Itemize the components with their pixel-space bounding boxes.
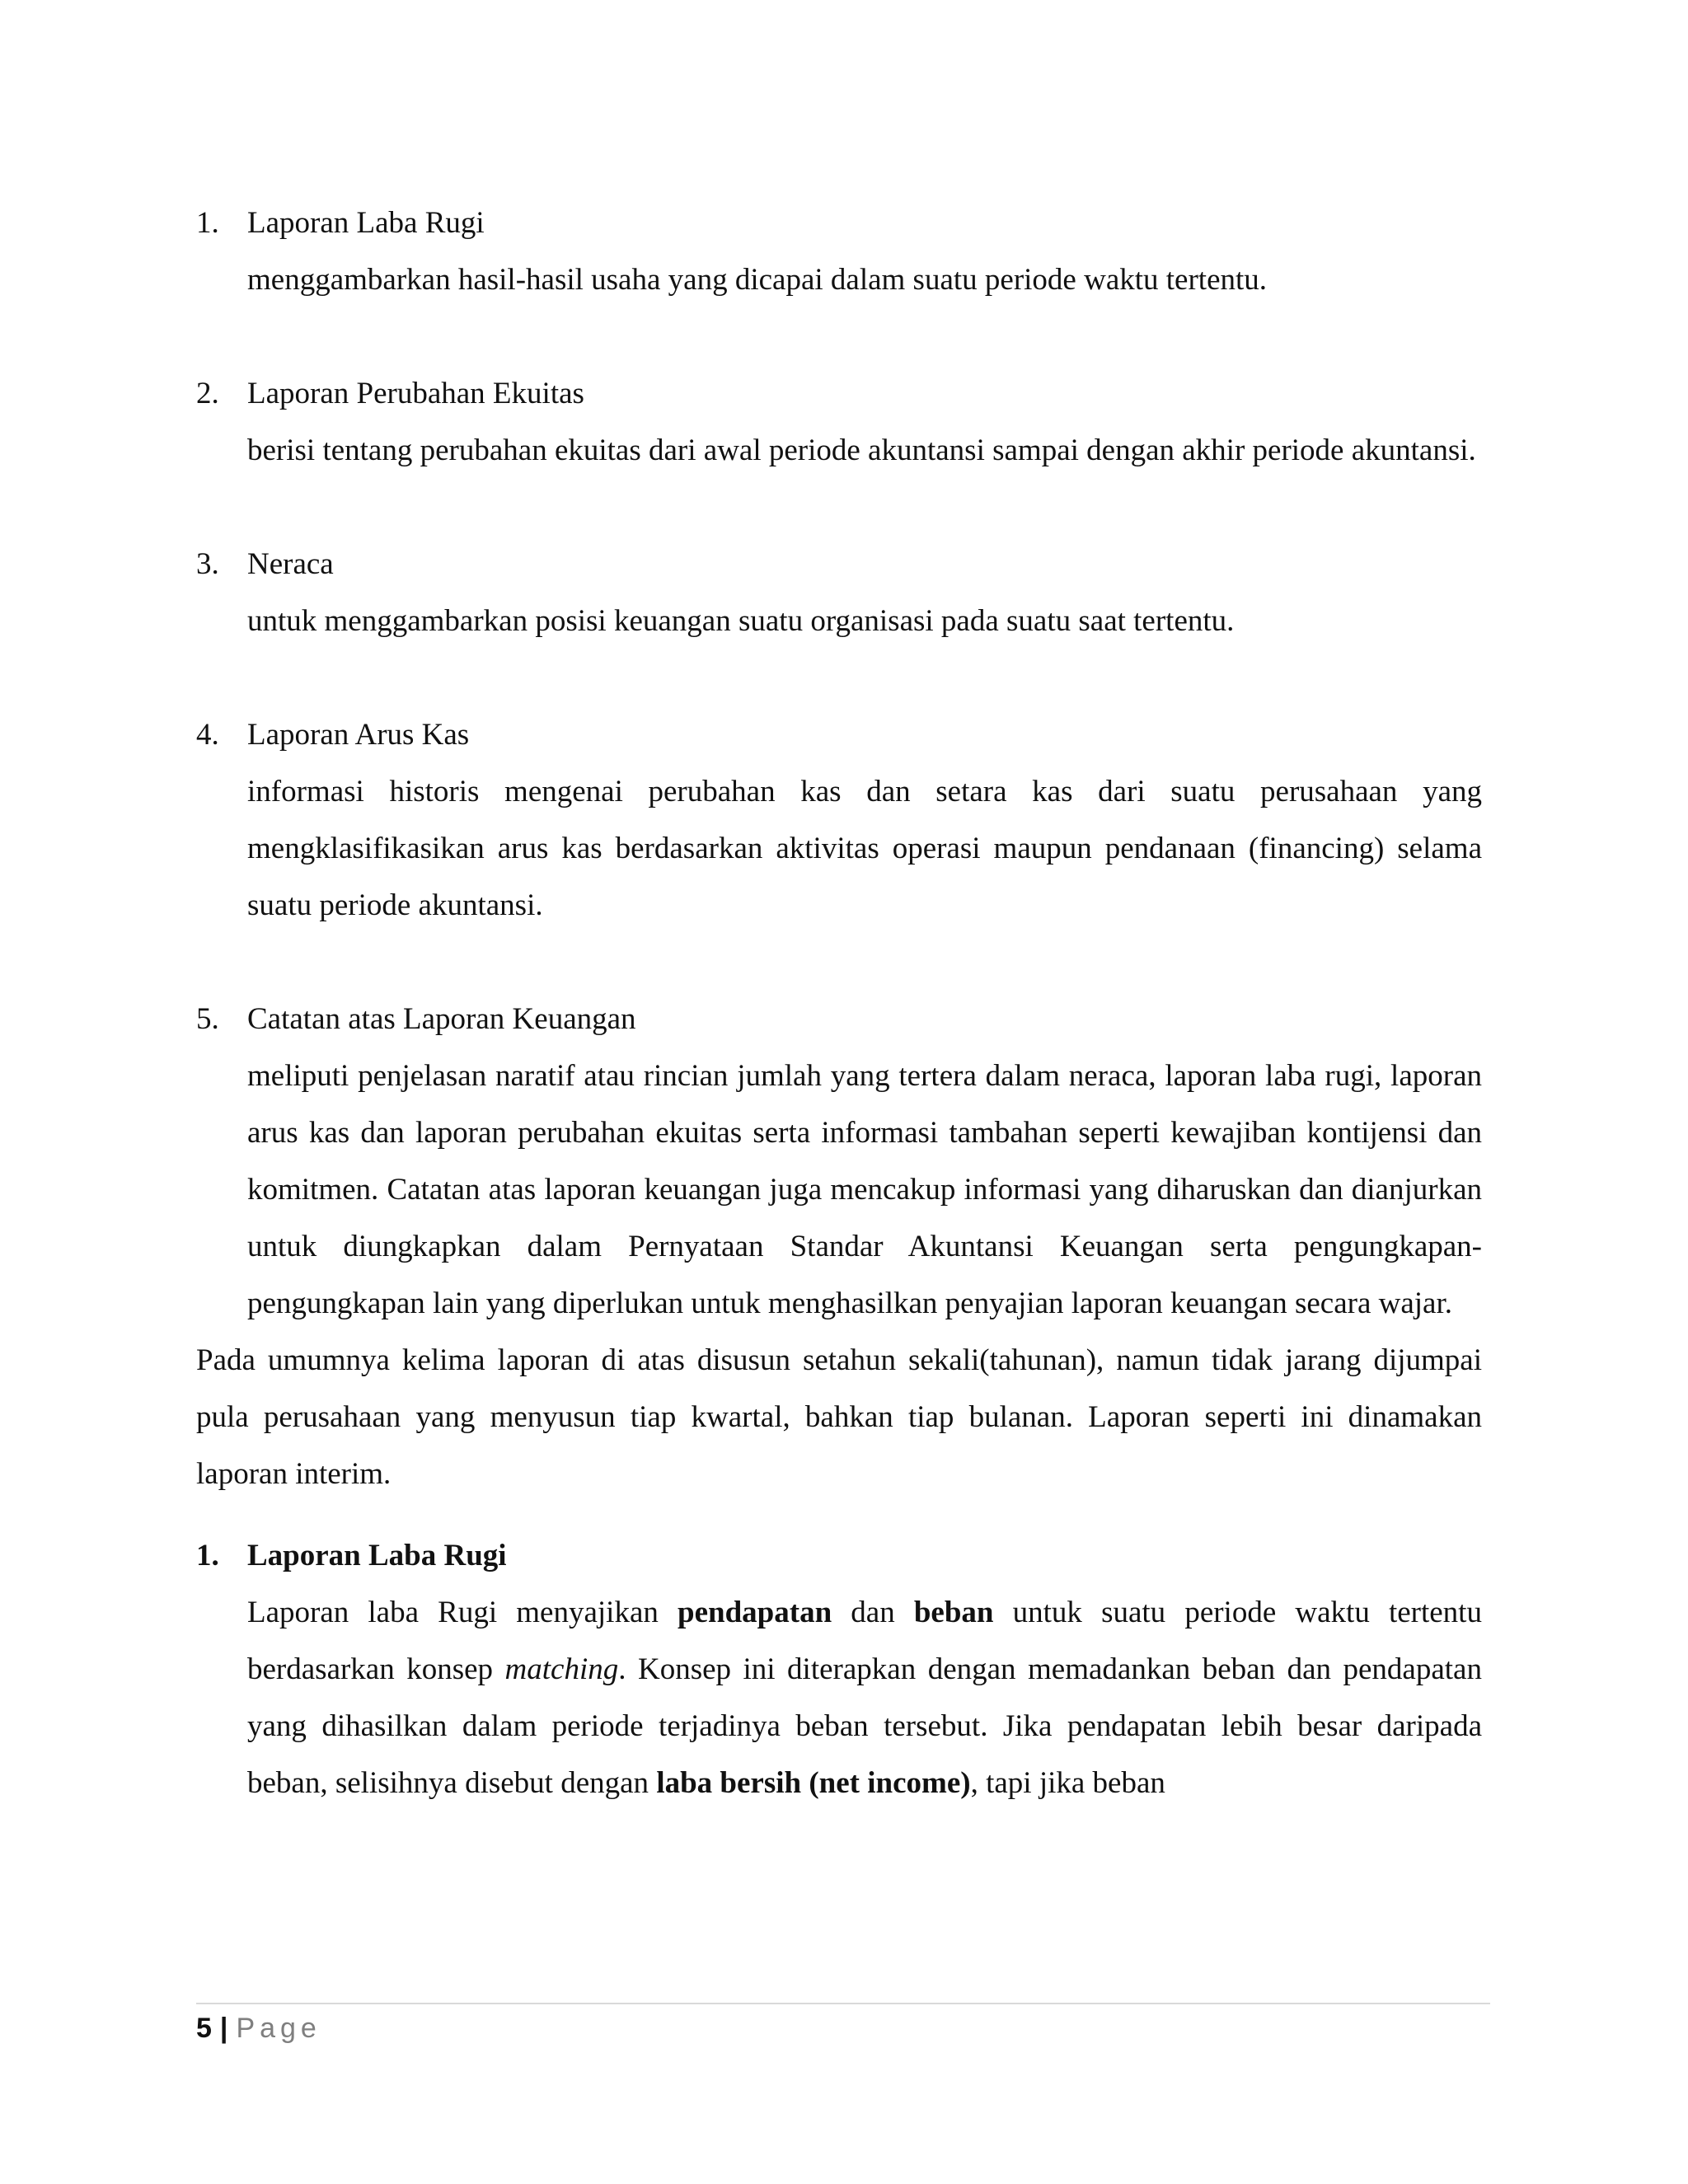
section-body xyxy=(247,1584,1482,1811)
body-text: . Konsep ini diterapkan dengan memadankan beban dan pendapatan yang dihasilkan dalam periode terjadinya beban tersebut. Jika pendapatan lebih besar daripada beban, selisihnya disebut dengan xyxy=(247,1652,1482,1800)
list-number: 2. xyxy=(196,377,219,410)
list-item-4 xyxy=(196,706,1482,934)
list-item-title: Laporan Perubahan Ekuitas xyxy=(247,377,584,410)
list-item-5 xyxy=(196,991,1482,1332)
list-item-2 xyxy=(196,365,1482,479)
page-footer xyxy=(196,2009,321,2047)
section-laba-rugi xyxy=(196,1527,1482,1811)
list-item-title: Neraca xyxy=(247,547,334,581)
term-pendapatan: pendapatan xyxy=(678,1596,832,1629)
list-item-title: Laporan Laba Rugi xyxy=(247,206,485,240)
page-label: Page xyxy=(236,2013,321,2044)
list-number: 1. xyxy=(196,206,219,240)
footer-divider xyxy=(196,2003,1490,2004)
page-content xyxy=(196,194,1482,1811)
list-number: 5. xyxy=(196,1002,219,1036)
list-item-1 xyxy=(196,194,1482,308)
body-text: untuk suatu periode waktu tertentu berdasarkan konsep xyxy=(247,1596,1482,1686)
body-text: Laporan laba Rugi menyajikan xyxy=(247,1596,678,1629)
list-item-body: untuk menggambarkan posisi keuangan suatu organisasi pada suatu saat tertentu. xyxy=(247,604,1235,638)
list-number: 3. xyxy=(196,547,219,581)
body-text: , tapi jika beban xyxy=(970,1766,1165,1800)
list-item-title: Laporan Arus Kas xyxy=(247,718,470,752)
list-number: 4. xyxy=(196,718,219,752)
list-item-3 xyxy=(196,536,1482,649)
footer-separator: | xyxy=(219,2013,228,2044)
list-item-body: meliputi penjelasan naratif atau rincian jumlah yang tertera dalam neraca, laporan laba rugi, laporan arus kas dan laporan perubahan ekuitas serta informasi tambahan seperti kewajiban kontijensi dan komitmen. Catatan atas laporan keuangan juga mencakup informasi yang diharuskan dan dianjurkan untuk diungkapkan dalam Pernyataan Standar Akuntansi Keuangan serta pengungkapan-pengungkapan lain yang diperlukan untuk menghasilkan penyajian laporan keuangan secara wajar. xyxy=(247,1059,1482,1320)
list-item-title: Catatan atas Laporan Keuangan xyxy=(247,1002,636,1036)
list-item-body: informasi historis mengenai perubahan kas dan setara kas dari suatu perusahaan yang mengklasifikasikan arus kas berdasarkan aktivitas operasi maupun pendanaan (financing) selama suatu periode akuntansi. xyxy=(247,775,1482,922)
body-text: dan xyxy=(832,1596,914,1629)
term-beban: beban xyxy=(913,1596,994,1629)
section-number: 1. xyxy=(196,1539,219,1572)
term-matching: matching xyxy=(504,1652,619,1686)
list-item-body: berisi tentang perubahan ekuitas dari awal periode akuntansi sampai dengan akhir periode akuntansi. xyxy=(247,434,1476,467)
page-number: 5 xyxy=(196,2013,212,2044)
list-item-body: menggambarkan hasil-hasil usaha yang dicapai dalam suatu periode waktu tertentu. xyxy=(247,263,1268,297)
section-heading: Laporan Laba Rugi xyxy=(247,1539,507,1572)
term-laba-bersih: laba bersih (net income) xyxy=(656,1766,971,1800)
summary-paragraph: Pada umumnya kelima laporan di atas disusun setahun sekali(tahunan), namun tidak jarang dijumpai pula perusahaan yang menyusun tiap kwartal, bahkan tiap bulanan. Laporan seperti ini dinamakan laporan interim. xyxy=(196,1343,1482,1491)
